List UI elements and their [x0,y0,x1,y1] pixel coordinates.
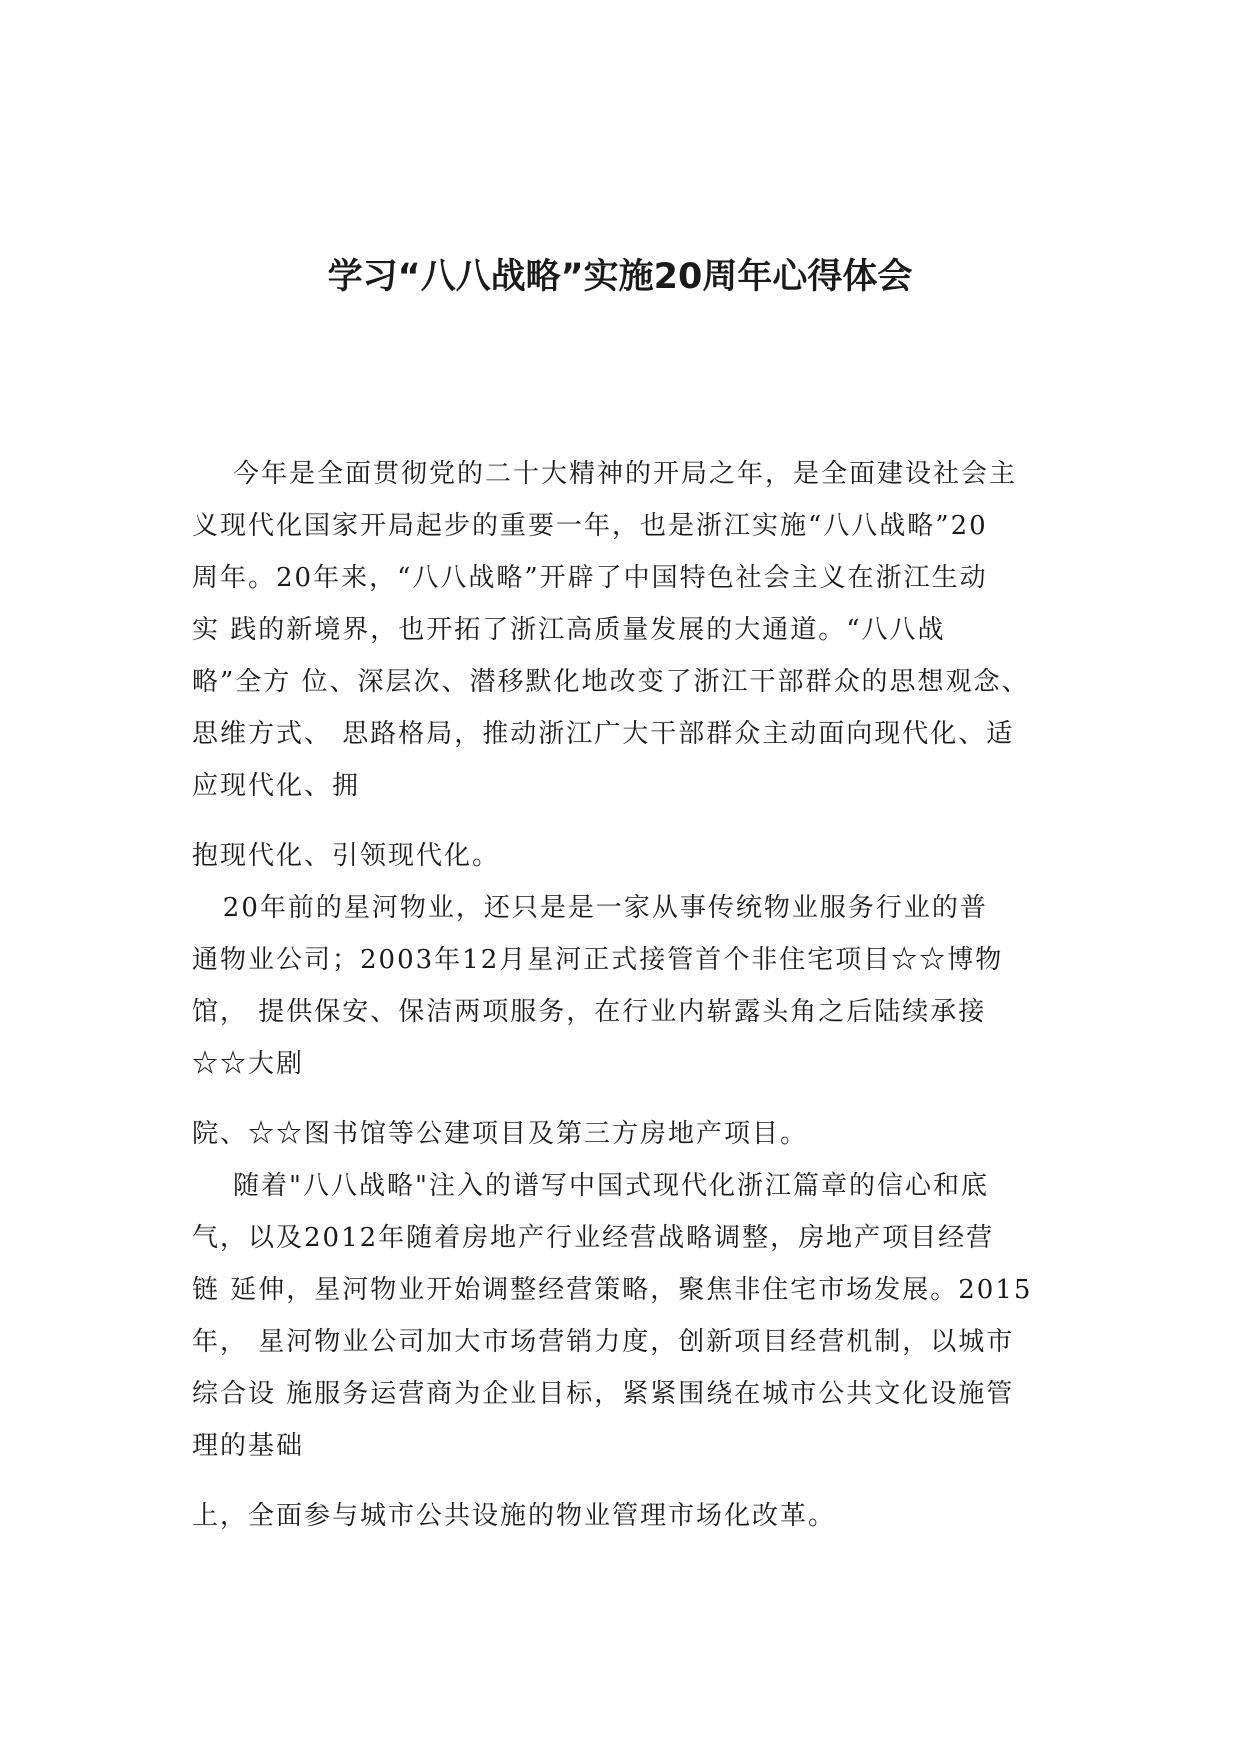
body-line: 综合设 施服务运营商为企业目标，紧紧围绕在城市公共文化设施管 [192,1379,1015,1409]
body-line: ☆☆大剧 [192,1049,305,1079]
document-body [192,448,1072,1542]
body-line: 义现代化国家开局起步的重要一年，也是浙江实施“八八战略”20 [192,511,988,541]
body-line: 思维方式、 思路格局，推动浙江广大干部群众主动面向现代化、适 [192,719,1015,749]
body-line: 气，以及2012年随着房地产行业经营战略调整，房地产项目经营 [192,1223,995,1253]
paragraph-gap [192,812,1072,830]
body-line: 今年是全面贯彻党的二十大精神的开局之年，是全面建设社会主 [192,459,1018,489]
body-line: 通物业公司；2003年12月星河正式接管首个非住宅项目☆☆博物 [192,945,1004,975]
body-line: 随着"八八战略"注入的谱写中国式现代化浙江篇章的信心和底 [192,1171,989,1201]
body-line: 抱现代化、引领现代化。 [192,841,501,871]
body-line: 链 延伸，星河物业开始调整经营策略，聚焦非住宅市场发展。2015 [192,1275,1033,1305]
paragraph-gap [192,1472,1072,1490]
body-line: 周年。20年来，“八八战略”开辟了中国特色社会主义在浙江生动 [192,563,988,593]
document-title: 学习“八八战略”实施20周年心得体会 [327,257,913,297]
body-line: 应现代化、拥 [192,771,361,801]
body-line: 院、☆☆图书馆等公建项目及第三方房地产项目。 [192,1119,809,1149]
body-line: 实 践的新境界，也开拓了浙江高质量发展的大通道。“八八战 [192,615,946,645]
body-line: 略”全方 位、深层次、潜移默化地改变了浙江干部群众的思想观念、 [192,667,1030,697]
body-line: 年， 星河物业公司加大市场营销力度，创新项目经营机制，以城市 [192,1327,1015,1357]
body-line: 馆， 提供保安、保洁两项服务，在行业内崭露头角之后陆续承接 [192,997,987,1027]
paragraph-gap [192,1090,1072,1108]
body-line: 20年前的星河物业，还只是是一家从事传统物业服务行业的普 [192,893,988,923]
body-line: 上，全面参与城市公共设施的物业管理市场化改革。 [192,1501,837,1531]
body-line: 理的基础 [192,1431,305,1461]
